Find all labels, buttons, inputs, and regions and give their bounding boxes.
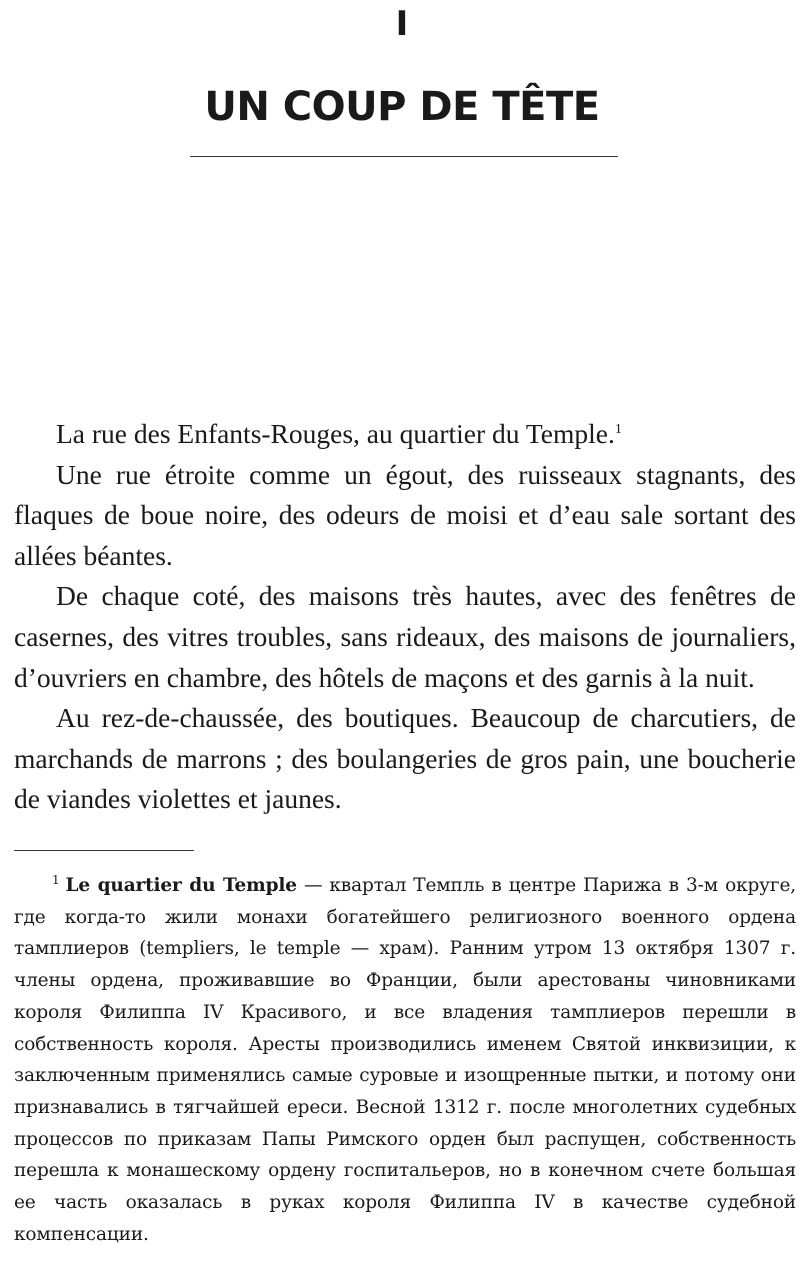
footnote-paragraph <box>14 870 796 1250</box>
footnote <box>14 870 796 1250</box>
footnote-reference[interactable]: 1 <box>614 421 622 437</box>
chapter-title: UN COUP DE TÊTE <box>204 84 600 130</box>
paragraph: Une rue étroite comme un égout, des ruisseaux stagnants, des flaques de boue noire, des odeurs de moisi et d’eau sale sortant des allées béantes. <box>14 458 796 571</box>
footnote-mark: 1 <box>52 872 60 887</box>
paragraph <box>14 414 796 455</box>
paragraph: Au rez-de-chaussée, des boutiques. Beaucoup de charcutiers, de marchands de marrons ; des boulangeries de gros pain, une boucherie de viandes violettes et jaunes. <box>14 702 796 815</box>
footnote-text: — квартал Темпль в центре Парижа в 3-м округе, где когда-то жили монахи богатейшего религиозного военного ордена тамплиеров (templiers, le temple — храм). Ранним утром 13 октября 1307 г. члены ордена, проживавшие во Франции, были арестованы чиновниками короля Филиппа IV Красивого, и все владения тамплиеров перешли в собственность короля. Аресты производились именем Святой инквизиции, к заключенным применялись самые суровые и изощренные пытки, и потому они признавались в тягчайшей ереси. Весной 1312 г. после многолетних судебных процессов по приказам Папы Римского орден был распущен, собственность перешла к монашескому ордену госпитальеров, но в конечном счете большая ее часть оказалась в руках короля Филиппа IV в качестве судебной компенсации. <box>14 875 796 1245</box>
paragraph: De chaque coté, des maisons très hautes, avec des fenêtres de casernes, des vitres troubles, sans rideaux, des maisons de journaliers, d’ouvriers en chambre, des hôtels de maçons et des garnis à la nuit. <box>14 580 796 693</box>
body-text <box>14 414 796 820</box>
title-divider <box>190 156 618 157</box>
footnote-term: Le quartier du Temple <box>65 875 297 896</box>
paragraph-text: La rue des Enfants-Rouges, au quartier du Temple. <box>56 418 615 449</box>
footnote-divider <box>14 850 194 851</box>
chapter-number: I <box>395 4 409 44</box>
